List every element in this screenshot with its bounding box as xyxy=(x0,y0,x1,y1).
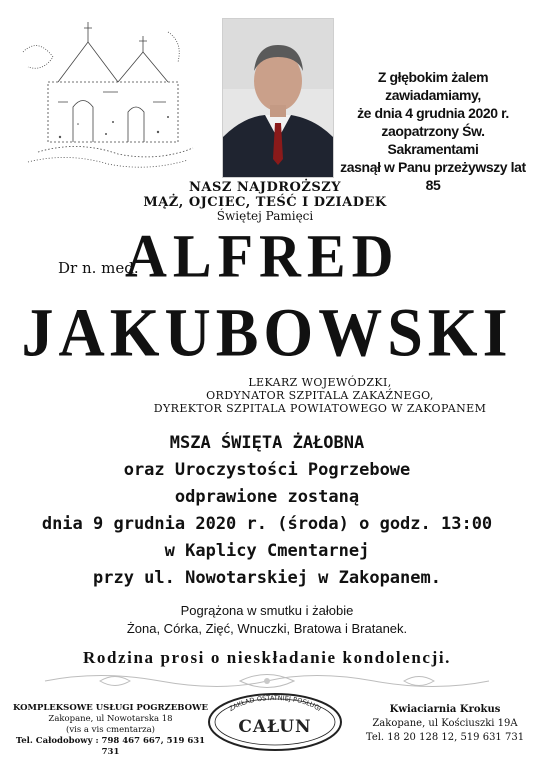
mourners-line: Żona, Córka, Zięć, Wnuczki, Bratowa i Bratanek. xyxy=(126,621,408,636)
relationship-heading xyxy=(100,180,430,210)
florist-address: Zakopane, ul Kościuszki 19A xyxy=(372,718,518,729)
church-illustration xyxy=(18,12,198,177)
first-name: ALFRED xyxy=(125,222,400,291)
position-line: ORDYNATOR SZPITALA ZAKAŹNEGO, xyxy=(206,389,434,402)
florist-info xyxy=(360,703,530,745)
funeral-home-name: KOMPLEKSOWE USŁUGI POGRZEBOWE xyxy=(12,703,209,713)
funeral-home-info xyxy=(8,703,213,758)
florist-phone: Tel. 18 20 128 12, 519 631 731 xyxy=(365,732,525,743)
ceremony-line: MSZA ŚWIĘTA ŻAŁOBNA xyxy=(169,433,365,453)
ceremony-line: dnia 9 grudnia 2020 r. (środa) o godz. 13:00 xyxy=(41,514,493,534)
ceremony-info xyxy=(20,430,514,592)
relationship-line: NASZ NAJDROŻSZY xyxy=(188,180,342,195)
florist-name: Kwiaciarnia Krokus xyxy=(389,704,501,715)
intro-line: zaopatrzony Św. Sakramentami xyxy=(381,123,485,157)
intro-line: że dnia 4 grudnia 2020 r. xyxy=(357,105,509,121)
closing-request: Rodzina prosi o nieskładanie kondolencji. xyxy=(82,648,452,667)
logo-arc-text: ZAKŁAD OSTATNIEJ POSŁUGI xyxy=(227,693,323,714)
memory-text: Świętej Pamięci xyxy=(216,209,314,223)
positions-list xyxy=(150,376,490,415)
funeral-home-address: Zakopane, ul Nowotarska 18 xyxy=(48,714,173,724)
last-name: JAKUBOWSKI xyxy=(21,294,513,371)
logo-name: CAŁUN xyxy=(238,717,312,737)
title-prefix: Dr n. med. xyxy=(58,259,139,277)
mourners-line: Pogrążona w smutku i żałobie xyxy=(180,603,354,618)
ceremony-line: oraz Uroczystości Pogrzebowe xyxy=(123,460,411,480)
ceremony-line: przy ul. Nowotarskiej w Zakopanem. xyxy=(93,568,441,588)
mourners xyxy=(100,602,434,638)
ceremony-line: odprawione zostaną xyxy=(174,487,360,507)
announcement-intro xyxy=(338,68,528,194)
ceremony-line: w Kaplicy Cmentarnej xyxy=(164,541,370,561)
relationship-line: MĄŻ, OJCIEC, TEŚĆ I DZIADEK xyxy=(143,195,387,210)
funeral-home-phone: Tel. Całodobowy : 798 467 667, 519 631 731 xyxy=(15,736,206,757)
calun-logo xyxy=(205,690,345,752)
position-line: LEKARZ WOJEWÓDZKI, xyxy=(248,376,392,389)
portrait-photo xyxy=(222,18,334,178)
funeral-home-note: (vis a vis cmentarza) xyxy=(66,725,155,735)
intro-line: Z głębokim żalem zawiadamiamy, xyxy=(377,69,489,103)
portrait-image xyxy=(223,19,333,177)
position-line: DYREKTOR SZPITALA POWIATOWEGO W ZAKOPANEM xyxy=(153,402,487,415)
intro-line: zasnął w Panu przeżywszy lat 85 xyxy=(340,159,526,193)
